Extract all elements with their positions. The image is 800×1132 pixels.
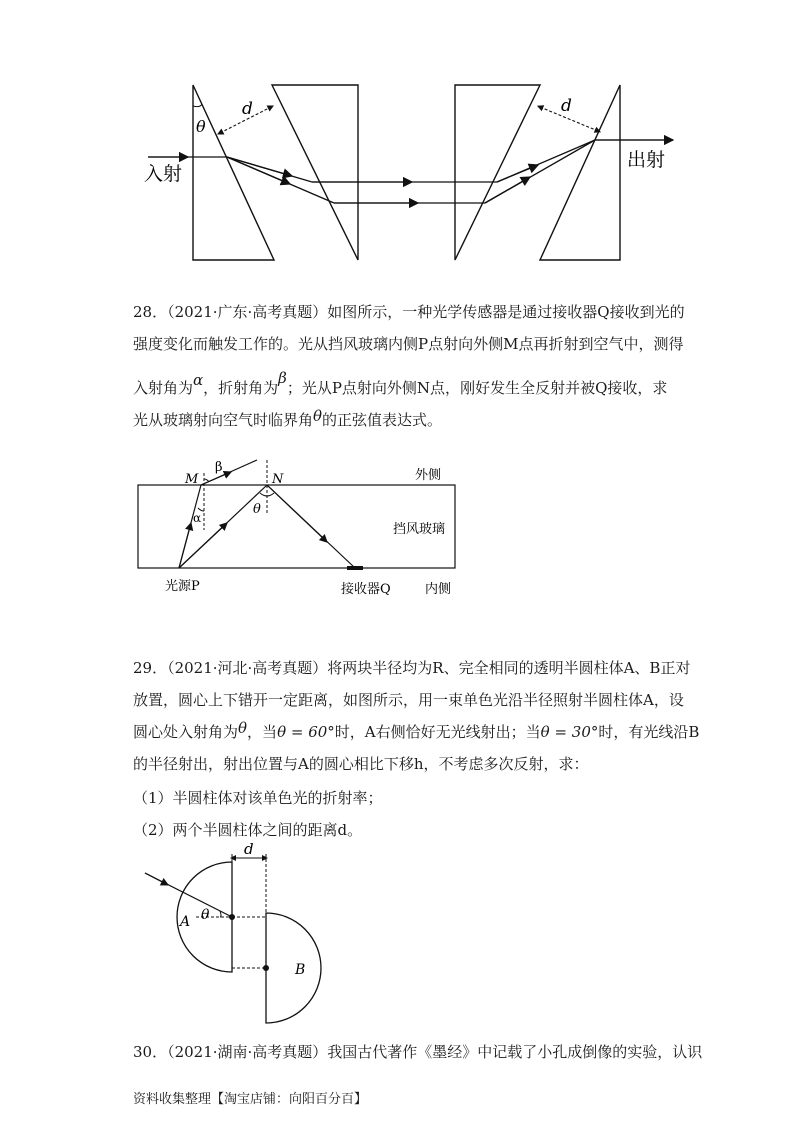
q29-line-1: 29．（2021·河北·高考真题）将两块半径均为R、完全相同的透明半圆柱体A、B正对: [133, 659, 691, 677]
q29-line-4: 的半径射出，射出位置与A的圆心相比下移h，不考虑多次反射，求：: [133, 755, 589, 773]
label-d-left: d: [242, 99, 253, 119]
label-d: d: [244, 840, 254, 858]
half-cylinder-figure: [140, 840, 340, 1035]
half-cylinder-B: [266, 913, 321, 1023]
label-source: 光源P: [165, 579, 200, 594]
prism-4: [540, 85, 620, 260]
label-N: N: [272, 472, 284, 487]
label-d-right: d: [561, 96, 572, 116]
label-M: M: [185, 472, 199, 487]
label-beta: β: [215, 460, 223, 475]
theta-arc-N: [260, 493, 274, 496]
label-inside: 内侧: [425, 582, 452, 597]
condition-30: θ = 30°: [540, 723, 599, 741]
label-outside: 外侧: [415, 468, 442, 483]
label-exit: 出射: [627, 149, 666, 171]
label-glass: 挡风玻璃: [393, 522, 446, 537]
label-alpha: α: [193, 511, 202, 525]
question-28: [133, 296, 685, 436]
q29-sub-1: （1）半圆柱体对该单色光的折射率；: [133, 789, 383, 807]
beta-arc: [204, 479, 209, 482]
symbol-theta-q29: θ: [238, 719, 248, 737]
label-B: B: [295, 962, 306, 978]
condition-60: θ = 60°: [277, 723, 335, 741]
label-A: A: [180, 914, 191, 930]
q29-line-3: 圆心处入射角为θ，当θ = 60°时，A右侧恰好无光线射出；当θ = 30°时，有光线沿B: [133, 719, 700, 741]
windshield-figure: [135, 455, 465, 605]
prism-2: [272, 85, 358, 260]
q28-line-4: 光从玻璃射向空气时临界角θ的正弦值表达式。: [133, 407, 443, 429]
theta-arc: [193, 104, 202, 107]
prism-figure: [130, 70, 690, 270]
q28-line-1: 28．（2021·广东·高考真题）如图所示，一种光学传感器是通过接收器Q接收到光的: [133, 303, 685, 321]
page-footer: 资料收集整理【淘宝店铺：向阳百分百】: [133, 1092, 368, 1107]
question-29: [133, 652, 700, 846]
label-receiver: 接收器Q: [341, 582, 391, 597]
receiver-Q: [347, 566, 363, 570]
symbol-alpha: α: [193, 371, 204, 389]
question-30: [133, 1036, 703, 1068]
q28-line-3: 入射角为α，折射角为β；光从P点射向外侧N点，刚好发生全反射并被Q接收，求: [133, 369, 668, 397]
q30-line-1: 30．（2021·湖南·高考真题）我国古代著作《墨经》中记载了小孔成倒像的实验，认识: [133, 1043, 703, 1061]
q28-line-2: 强度变化而触发工作的。光从挡风玻璃内侧P点射向外侧M点再折射到空气中，测得: [133, 335, 684, 353]
center-A: [229, 914, 235, 920]
symbol-beta: β: [278, 369, 287, 387]
q29-line-2: 放置，圆心上下错开一定距离，如图所示，用一束单色光沿半径照射半圆柱体A，设: [133, 691, 684, 709]
label-incident: 入射: [144, 163, 183, 185]
prism-3: [455, 85, 540, 260]
symbol-theta: θ: [313, 407, 323, 425]
q29-sub-2: （2）两个半圆柱体之间的距离d。: [133, 821, 363, 839]
center-B: [263, 965, 269, 971]
label-theta-A: θ: [201, 907, 210, 923]
label-theta-N: θ: [253, 502, 261, 517]
label-theta: θ: [196, 117, 206, 136]
